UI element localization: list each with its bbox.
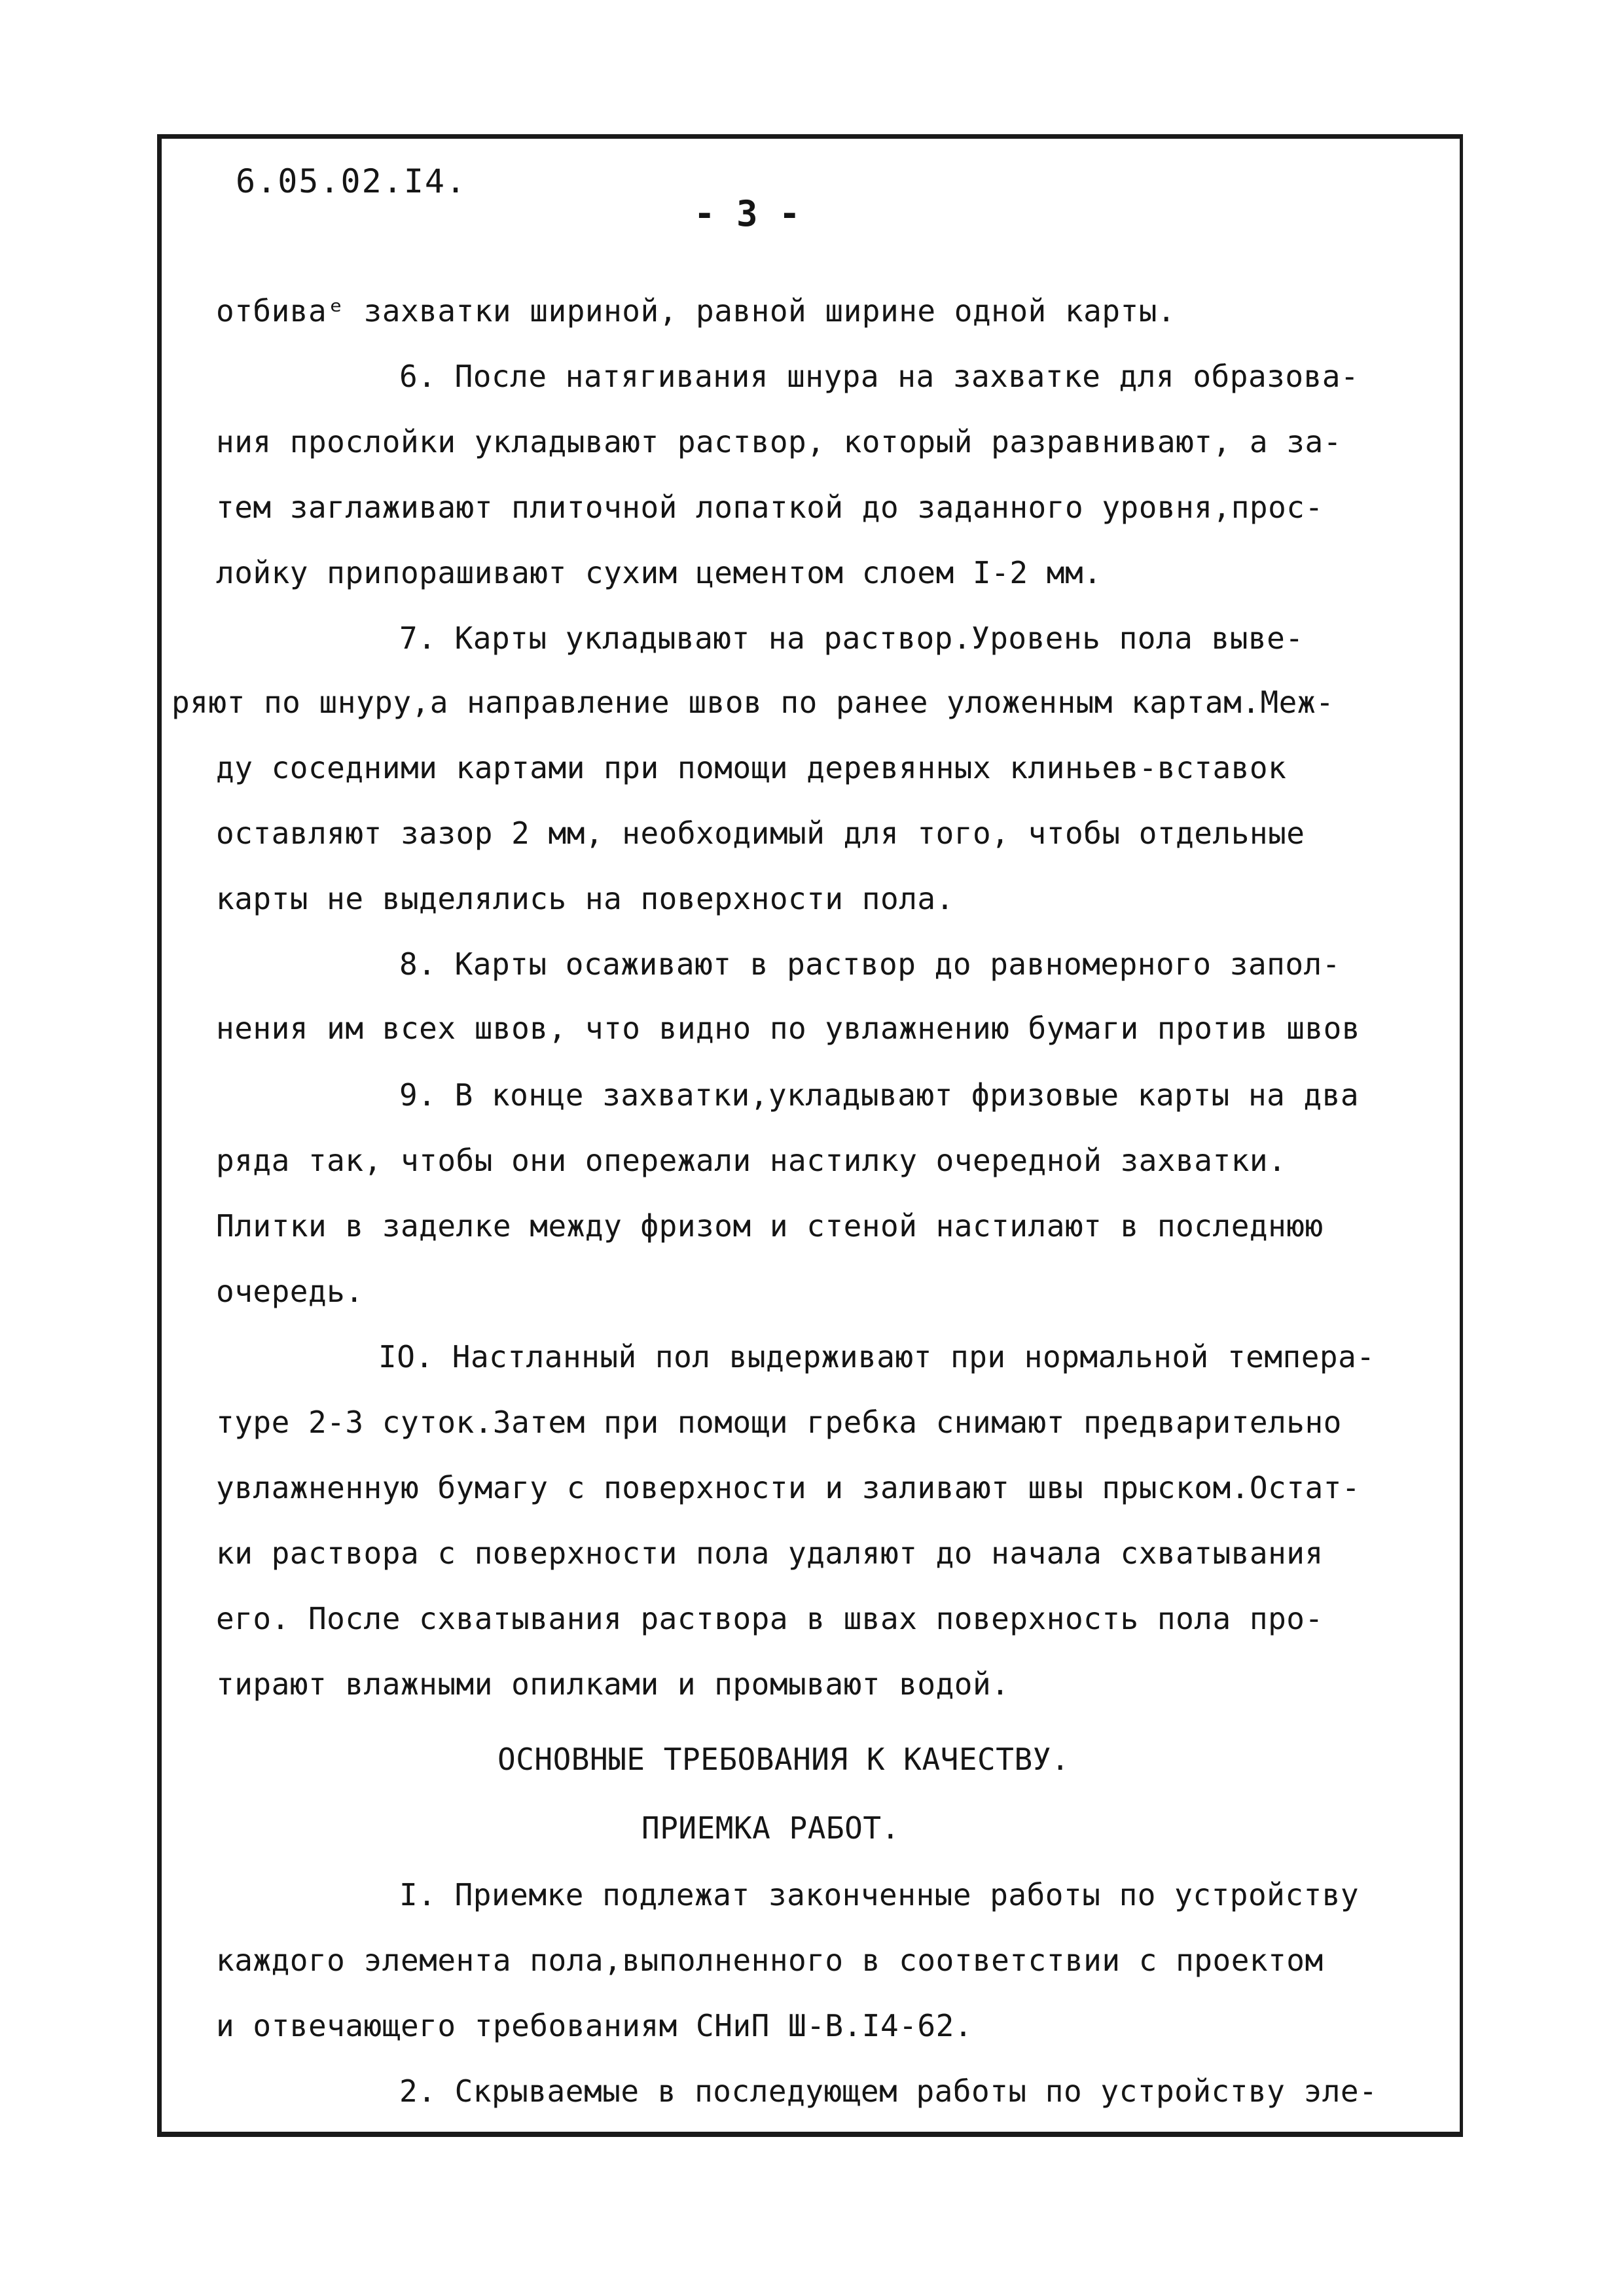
text-line: оставляют зазор 2 мм, необходимый для того, чтобы отдельные	[216, 816, 1305, 851]
text-line: ки раствора с поверхности пола удаляют до начала схватывания	[216, 1535, 1324, 1571]
text-line: Плитки в заделке между фризом и стеной настилают в последнюю	[216, 1208, 1324, 1244]
text-line: тирают влажными опилками и промывают водой.	[216, 1666, 1010, 1702]
text-line: ду соседними картами при помощи деревянных клиньев-вставок	[216, 750, 1287, 785]
text-line: IO. Настланный пол выдерживают при нормальной темпера-	[378, 1339, 1375, 1374]
text-line: 6. После натягивания шнура на захватке для образова-	[399, 359, 1360, 394]
text-line: тем заглаживают плиточной лопаткой до заданного уровня,прос-	[216, 490, 1324, 525]
text-line: увлажненную бумагу с поверхности и заливают швы прыском.Остат-	[216, 1470, 1361, 1505]
text-line: нения им всех швов, что видно по увлажнению бумаги против швов	[216, 1011, 1361, 1046]
text-line: 7. Карты укладывают на раствор.Уровень пола выве-	[399, 620, 1304, 656]
section-heading: ОСНОВНЫЕ ТРЕБОВАНИЯ К КАЧЕСТВУ.	[497, 1742, 1070, 1777]
text-line: отбиваᵉ захватки шириной, равной ширине одной карты.	[216, 293, 1176, 329]
text-line: его. После схватывания раствора в швах поверхность пола про-	[216, 1601, 1324, 1636]
section-subheading: ПРИЕМКА РАБОТ.	[641, 1810, 900, 1846]
text-line: каждого элемента пола,выполненного в соответствии с проектом	[216, 1943, 1324, 1978]
text-line: карты не выделялись на поверхности пола.	[216, 881, 954, 916]
document-code: 6.05.02.I4.	[236, 162, 467, 200]
text-line: и отвечающего требованиям СНиП Ш-В.I4-62.	[216, 2008, 973, 2043]
text-line: 8. Карты осаживают в раствор до равномерного запол-	[399, 946, 1341, 982]
text-line: 2. Скрываемые в последующем работы по устройству эле-	[399, 2073, 1378, 2109]
text-line: очередь.	[216, 1274, 364, 1309]
text-line: лойку припорашивают сухим цементом слоем I-2 мм.	[216, 555, 1102, 590]
text-line: ряда так, чтобы они опережали настилку очередной захватки.	[216, 1143, 1287, 1178]
page-number: - 3 -	[694, 193, 801, 234]
text-line: I. Приемке подлежат законченные работы по устройству	[399, 1877, 1360, 1912]
text-line: туре 2-3 суток.Затем при помощи гребка снимают предварительно	[216, 1405, 1342, 1440]
text-line: ния прослойки укладывают раствор, который разравнивают, а за-	[216, 424, 1342, 459]
text-line: 9. В конце захватки,укладывают фризовые карты на два	[399, 1077, 1360, 1113]
text-line: ряют по шнуру,а направление швов по ранее уложенным картам.Меж-	[171, 685, 1335, 720]
